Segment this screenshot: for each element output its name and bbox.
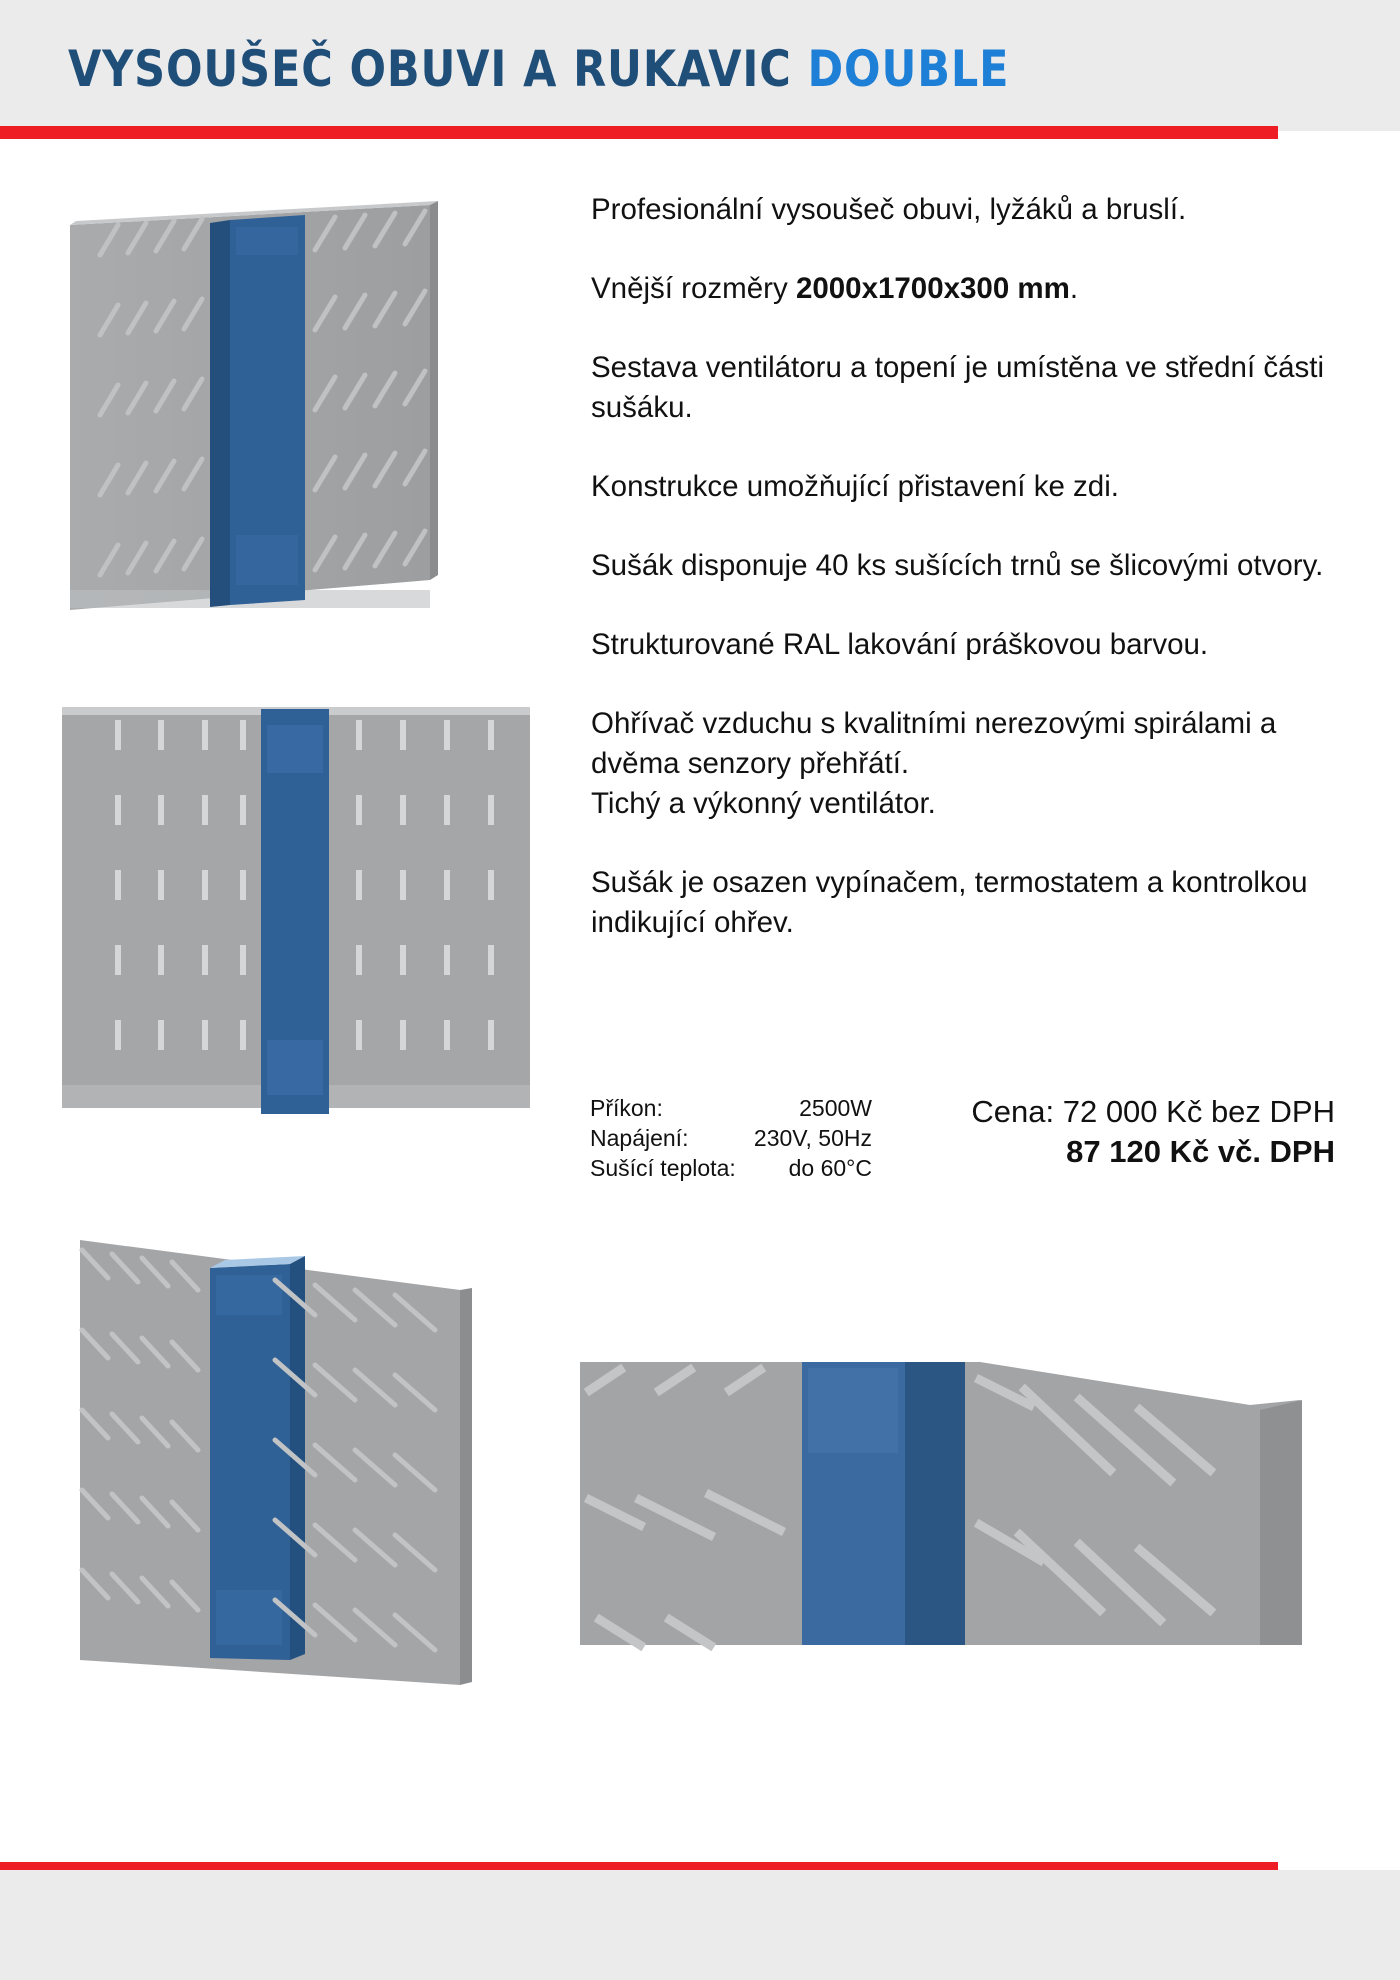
desc-dimensions [591, 269, 1351, 309]
spec-row-temperature [590, 1153, 872, 1183]
product-photo-side [60, 1230, 480, 1690]
spec-label: Příkon: [590, 1095, 663, 1121]
product-photo-perspective [60, 195, 530, 615]
desc-heater [591, 704, 1351, 824]
desc-spikes: Sušák disponuje 40 ks sušících trnů se šlicovými otvory. [591, 549, 1324, 582]
desc-dimensions-prefix: Vnější rozměry [591, 272, 788, 305]
footer-band [0, 1870, 1400, 1980]
spec-value: do 60°C [788, 1155, 872, 1181]
desc-controls: Sušák je osazen vypínačem, termostatem a kontrolkou indikující ohřev. [591, 866, 1308, 939]
desc-dimensions-value: 2000x1700x300 mm [795, 272, 1070, 305]
price-with-vat: 87 120 Kč vč. DPH [1066, 1134, 1335, 1169]
price-block [971, 1092, 1335, 1172]
desc-fan-location: Sestava ventilátoru a topení je umístěna ve střední části sušáku. [591, 351, 1324, 424]
spec-table [590, 1093, 872, 1183]
desc-dimensions-suffix: . [1069, 272, 1079, 305]
desc-coating: Strukturované RAL lakování práškovou barvou. [591, 628, 1209, 661]
title-main: VYSOUŠEČ OBUVI A RUKAVIC [68, 40, 792, 98]
price-without-vat: Cena: 72 000 Kč bez DPH [971, 1094, 1335, 1129]
product-photo-detail [580, 1360, 1310, 1660]
product-description [591, 190, 1351, 982]
desc-heater-line: Ohřívač vzduchu s kvalitními nerezovými spirálami a dvěma senzory přehřátí. [591, 707, 1277, 780]
product-photo-front [60, 705, 535, 1115]
desc-construction: Konstrukce umožňující přistavení ke zdi. [591, 470, 1119, 503]
desc-fan-line: Tichý a výkonný ventilátor. [591, 787, 936, 820]
header-red-line [0, 126, 1278, 139]
desc-intro: Profesionální vysoušeč obuvi, lyžáků a bruslí. [591, 193, 1187, 226]
spec-value: 2500W [799, 1095, 872, 1121]
spec-row-supply [590, 1123, 872, 1153]
spec-value: 230V, 50Hz [753, 1125, 872, 1151]
spec-label: Napájení: [590, 1125, 689, 1151]
page-title [68, 40, 1009, 98]
title-accent: DOUBLE [807, 40, 1010, 98]
spec-label: Sušící teplota: [590, 1155, 736, 1181]
spec-row-power [590, 1093, 872, 1123]
